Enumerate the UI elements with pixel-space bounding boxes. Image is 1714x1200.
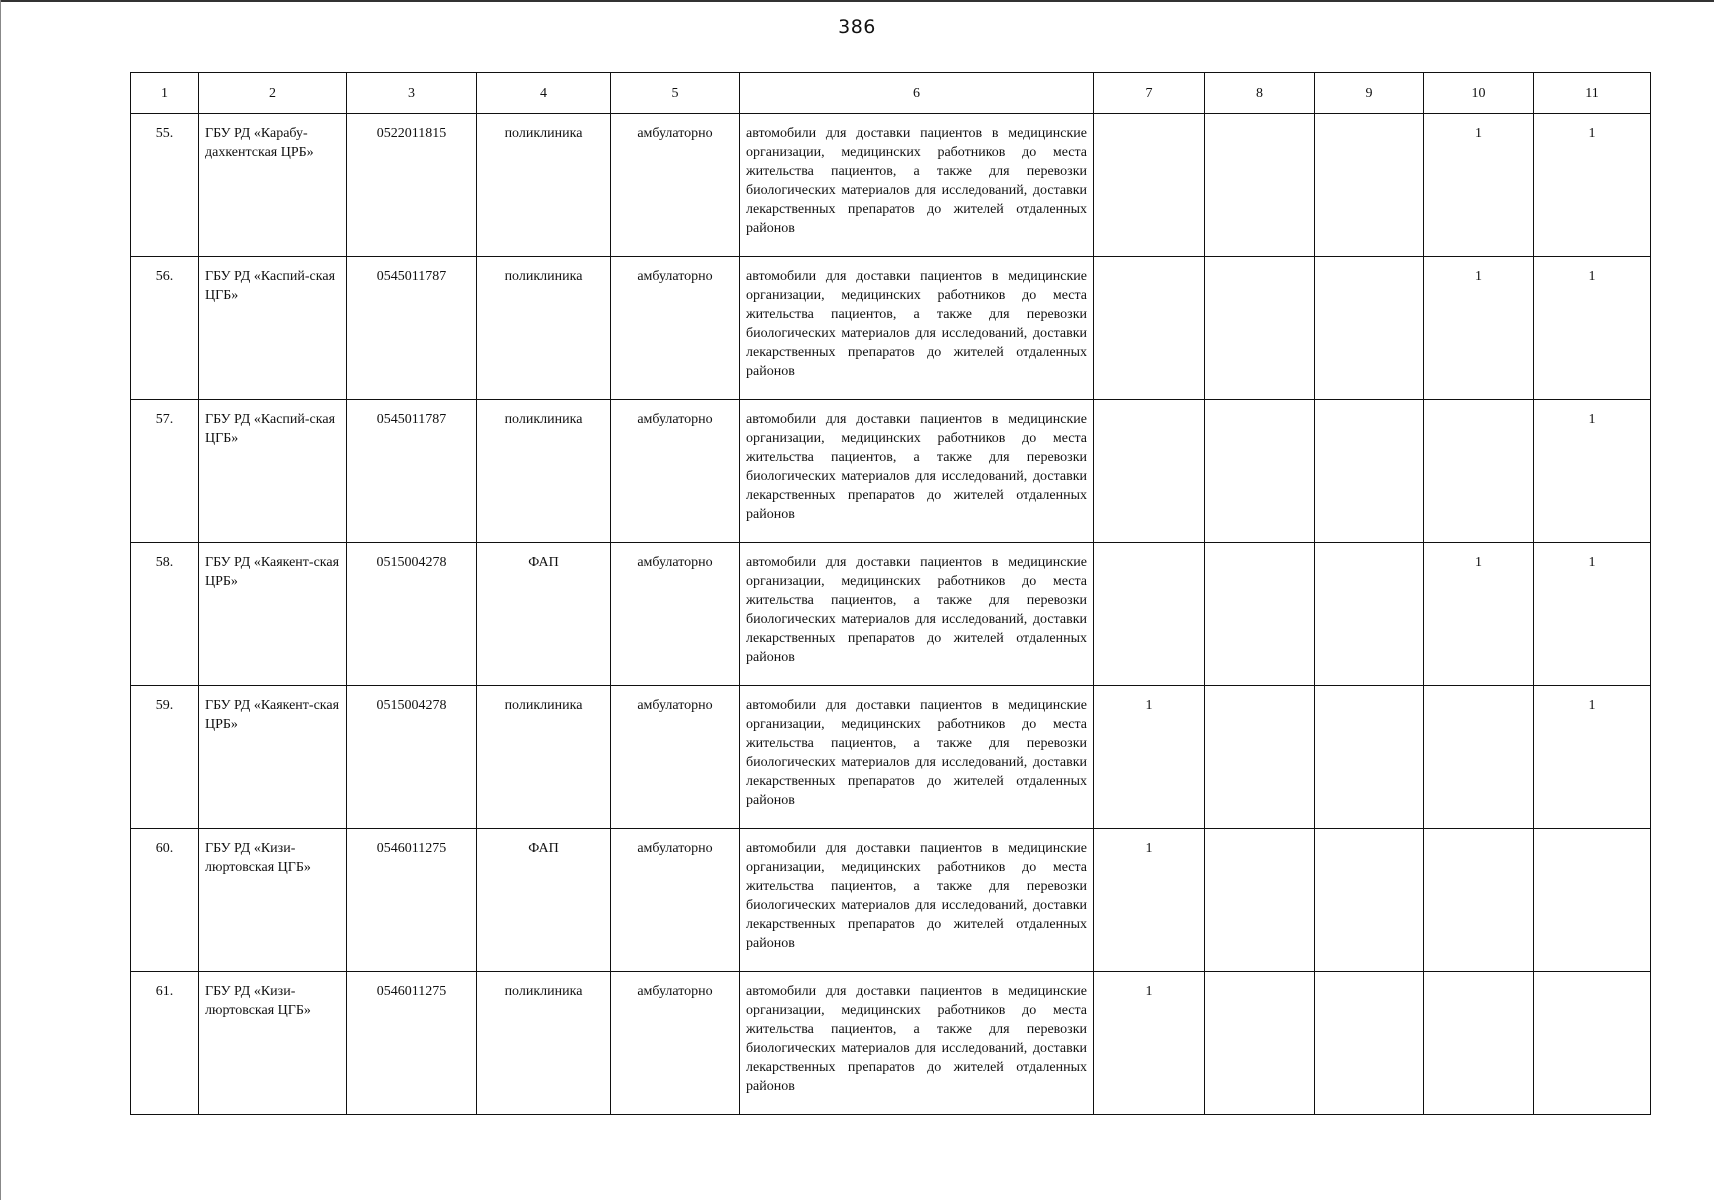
organization-name: ГБУ РД «Каякент-ская ЦРБ» [199, 686, 347, 829]
value-col-10: 1 [1424, 257, 1534, 400]
facility-type: поликлиника [477, 257, 611, 400]
value-col-7 [1094, 114, 1205, 257]
inn-code: 0522011815 [347, 114, 477, 257]
column-header: 3 [347, 73, 477, 114]
facility-type: поликлиника [477, 400, 611, 543]
care-mode: амбулаторно [611, 972, 740, 1115]
facility-type: поликлиника [477, 972, 611, 1115]
value-col-8 [1205, 686, 1315, 829]
inn-code: 0546011275 [347, 829, 477, 972]
value-col-9 [1315, 400, 1424, 543]
organization-name: ГБУ РД «Карабу-дахкентская ЦРБ» [199, 114, 347, 257]
value-col-9 [1315, 114, 1424, 257]
value-col-7: 1 [1094, 686, 1205, 829]
value-col-7 [1094, 543, 1205, 686]
inn-code: 0515004278 [347, 686, 477, 829]
column-header: 7 [1094, 73, 1205, 114]
value-col-7 [1094, 400, 1205, 543]
value-col-8 [1205, 543, 1315, 686]
value-col-7: 1 [1094, 829, 1205, 972]
page-number: 386 [838, 16, 876, 38]
column-header: 1 [131, 73, 199, 114]
organization-name: ГБУ РД «Кизи-люртовская ЦГБ» [199, 972, 347, 1115]
organization-name: ГБУ РД «Кизи-люртовская ЦГБ» [199, 829, 347, 972]
table-row [131, 400, 1651, 543]
vehicle-purpose: автомобили для доставки пациентов в медицинские организации, медицинских работников до места жительства пациентов, а также для перевозки биологических материалов для исследований, доставки лекарственных препаратов до жителей отдаленных районов [740, 114, 1094, 257]
organization-name: ГБУ РД «Каспий-ская ЦГБ» [199, 400, 347, 543]
value-col-11: 1 [1534, 400, 1651, 543]
inn-code: 0545011787 [347, 257, 477, 400]
value-col-10 [1424, 972, 1534, 1115]
care-mode: амбулаторно [611, 543, 740, 686]
value-col-8 [1205, 257, 1315, 400]
value-col-10: 1 [1424, 543, 1534, 686]
value-col-9 [1315, 972, 1424, 1115]
value-col-10 [1424, 400, 1534, 543]
column-header: 5 [611, 73, 740, 114]
vehicle-purpose: автомобили для доставки пациентов в медицинские организации, медицинских работников до места жительства пациентов, а также для перевозки биологических материалов для исследований, доставки лекарственных препаратов до жителей отдаленных районов [740, 400, 1094, 543]
row-number: 55. [131, 114, 199, 257]
value-col-10 [1424, 829, 1534, 972]
value-col-9 [1315, 829, 1424, 972]
row-number: 58. [131, 543, 199, 686]
row-number: 60. [131, 829, 199, 972]
care-mode: амбулаторно [611, 829, 740, 972]
value-col-8 [1205, 972, 1315, 1115]
vehicle-purpose: автомобили для доставки пациентов в медицинские организации, медицинских работников до места жительства пациентов, а также для перевозки биологических материалов для исследований, доставки лекарственных препаратов до жителей отдаленных районов [740, 257, 1094, 400]
inn-code: 0546011275 [347, 972, 477, 1115]
value-col-10: 1 [1424, 114, 1534, 257]
value-col-11: 1 [1534, 114, 1651, 257]
facility-type: поликлиника [477, 686, 611, 829]
column-header: 6 [740, 73, 1094, 114]
table-row [131, 543, 1651, 686]
column-header: 4 [477, 73, 611, 114]
care-mode: амбулаторно [611, 686, 740, 829]
table-row [131, 972, 1651, 1115]
registry-table [130, 72, 1651, 1115]
scan-edge-left [0, 0, 1, 1200]
vehicle-purpose: автомобили для доставки пациентов в медицинские организации, медицинских работников до места жительства пациентов, а также для перевозки биологических материалов для исследований, доставки лекарственных препаратов до жителей отдаленных районов [740, 543, 1094, 686]
care-mode: амбулаторно [611, 400, 740, 543]
care-mode: амбулаторно [611, 114, 740, 257]
value-col-9 [1315, 686, 1424, 829]
scan-edge-top [0, 0, 1714, 2]
inn-code: 0515004278 [347, 543, 477, 686]
row-number: 56. [131, 257, 199, 400]
facility-type: ФАП [477, 543, 611, 686]
vehicle-purpose: автомобили для доставки пациентов в медицинские организации, медицинских работников до места жительства пациентов, а также для перевозки биологических материалов для исследований, доставки лекарственных препаратов до жителей отдаленных районов [740, 972, 1094, 1115]
facility-type: ФАП [477, 829, 611, 972]
value-col-7 [1094, 257, 1205, 400]
care-mode: амбулаторно [611, 257, 740, 400]
value-col-11 [1534, 972, 1651, 1115]
vehicle-purpose: автомобили для доставки пациентов в медицинские организации, медицинских работников до места жительства пациентов, а также для перевозки биологических материалов для исследований, доставки лекарственных препаратов до жителей отдаленных районов [740, 829, 1094, 972]
column-header: 2 [199, 73, 347, 114]
table-row [131, 257, 1651, 400]
value-col-9 [1315, 257, 1424, 400]
value-col-8 [1205, 829, 1315, 972]
organization-name: ГБУ РД «Каспий-ская ЦГБ» [199, 257, 347, 400]
vehicle-purpose: автомобили для доставки пациентов в медицинские организации, медицинских работников до места жительства пациентов, а также для перевозки биологических материалов для исследований, доставки лекарственных препаратов до жителей отдаленных районов [740, 686, 1094, 829]
row-number: 61. [131, 972, 199, 1115]
inn-code: 0545011787 [347, 400, 477, 543]
column-header: 9 [1315, 73, 1424, 114]
table-row [131, 829, 1651, 972]
facility-type: поликлиника [477, 114, 611, 257]
header-row [131, 73, 1651, 114]
value-col-9 [1315, 543, 1424, 686]
organization-name: ГБУ РД «Каякент-ская ЦРБ» [199, 543, 347, 686]
column-header: 8 [1205, 73, 1315, 114]
value-col-7: 1 [1094, 972, 1205, 1115]
value-col-8 [1205, 114, 1315, 257]
table-row [131, 114, 1651, 257]
value-col-11: 1 [1534, 543, 1651, 686]
row-number: 59. [131, 686, 199, 829]
table-row [131, 686, 1651, 829]
value-col-11: 1 [1534, 257, 1651, 400]
value-col-8 [1205, 400, 1315, 543]
column-header: 10 [1424, 73, 1534, 114]
value-col-10 [1424, 686, 1534, 829]
value-col-11 [1534, 829, 1651, 972]
value-col-11: 1 [1534, 686, 1651, 829]
row-number: 57. [131, 400, 199, 543]
column-header: 11 [1534, 73, 1651, 114]
